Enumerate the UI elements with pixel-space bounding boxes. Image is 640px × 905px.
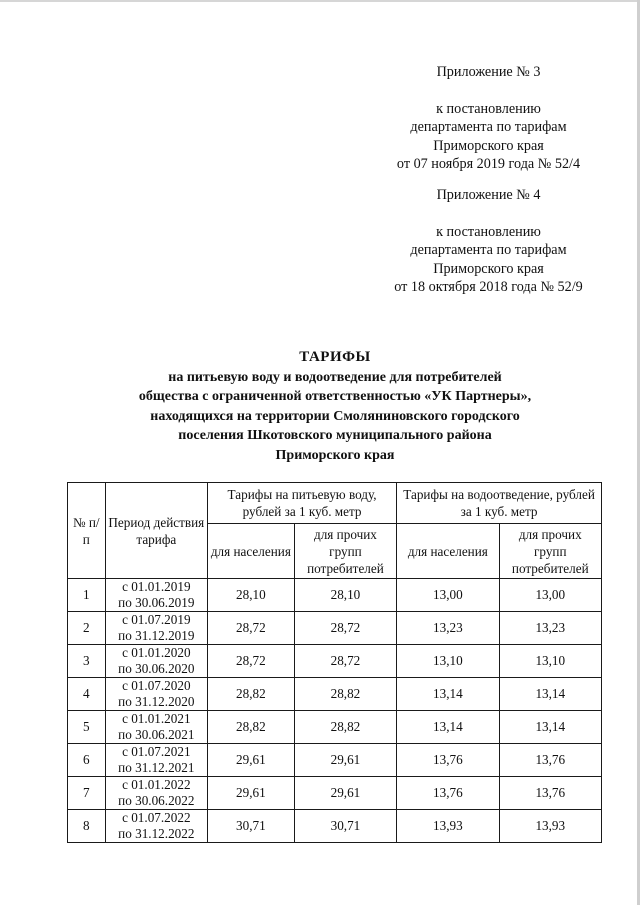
period-to: по 31.12.2022 — [118, 826, 195, 841]
row-number: 6 — [68, 744, 106, 777]
period-from: с 01.07.2019 — [122, 612, 191, 627]
scan-edge-top — [0, 0, 640, 2]
sewer-tariff-population: 13,14 — [397, 678, 499, 711]
tariff-table — [67, 482, 602, 843]
row-period — [105, 645, 207, 678]
sewer-tariff-other: 13,76 — [499, 744, 601, 777]
row-number: 2 — [68, 612, 106, 645]
row-number: 7 — [68, 777, 106, 810]
annex-line: к постановлению — [436, 223, 541, 240]
water-tariff-population: 30,71 — [208, 810, 295, 843]
sewer-tariff-other: 13,14 — [499, 711, 601, 744]
table-row — [68, 777, 602, 810]
annex-line: департамента по тарифам — [410, 119, 567, 135]
water-tariff-population: 29,61 — [208, 744, 295, 777]
annex-line: от 07 ноября 2019 года № 52/4 — [396, 156, 581, 172]
row-period — [105, 777, 207, 810]
sewer-tariff-population: 13,14 — [397, 711, 499, 744]
sewer-tariff-other: 13,23 — [499, 612, 601, 645]
water-tariff-other: 29,61 — [294, 777, 396, 810]
table-row — [68, 744, 602, 777]
water-tariff-population: 28,72 — [208, 645, 295, 678]
heading-line: общества с ограниченной ответственностью «УК Партнеры», — [138, 389, 532, 404]
table-row — [68, 579, 602, 612]
annex-line: департамента по тарифам — [410, 242, 567, 258]
period-from: с 01.01.2020 — [122, 645, 191, 660]
sewer-tariff-population: 13,00 — [397, 579, 499, 612]
table-body — [68, 579, 602, 843]
heading-line: Приморского края — [275, 447, 395, 463]
table-row — [68, 810, 602, 843]
row-number: 5 — [68, 711, 106, 744]
water-tariff-population: 29,61 — [208, 777, 295, 810]
row-number: 3 — [68, 645, 106, 678]
water-tariff-population: 28,82 — [208, 711, 295, 744]
header-period: Период действия тарифа — [105, 483, 207, 579]
sewer-tariff-population: 13,76 — [397, 777, 499, 810]
water-tariff-population: 28,82 — [208, 678, 295, 711]
water-tariff-other: 28,72 — [294, 645, 396, 678]
annex-line: Приморского края — [433, 137, 544, 154]
sewer-tariff-other: 13,10 — [499, 645, 601, 678]
water-tariff-other: 29,61 — [294, 744, 396, 777]
heading-title: ТАРИФЫ — [299, 349, 371, 365]
period-from: с 01.01.2021 — [122, 711, 191, 726]
row-period — [105, 579, 207, 612]
period-to: по 31.12.2020 — [118, 694, 195, 709]
water-tariff-other: 28,72 — [294, 612, 396, 645]
period-from: с 01.07.2020 — [122, 678, 191, 693]
row-period — [105, 678, 207, 711]
table-row — [68, 678, 602, 711]
row-number: 4 — [68, 678, 106, 711]
row-period — [105, 810, 207, 843]
period-to: по 30.06.2020 — [118, 661, 195, 676]
annex-line: от 18 октября 2018 года № 52/9 — [394, 279, 583, 295]
header-water-population: для населения — [208, 524, 295, 579]
water-tariff-population: 28,10 — [208, 579, 295, 612]
sewer-tariff-other: 13,14 — [499, 678, 601, 711]
row-period — [105, 612, 207, 645]
water-tariff-population: 28,72 — [208, 612, 295, 645]
annex-line: Приморского края — [433, 260, 544, 277]
water-tariff-other: 30,71 — [294, 810, 396, 843]
sewer-tariff-population: 13,76 — [397, 744, 499, 777]
period-from: с 01.01.2022 — [122, 777, 191, 792]
table-row — [68, 645, 602, 678]
sewer-tariff-other: 13,93 — [499, 810, 601, 843]
period-from: с 01.07.2021 — [122, 744, 191, 759]
header-sewer-population: для населения — [397, 524, 499, 579]
period-to: по 31.12.2021 — [118, 760, 195, 775]
sewer-tariff-other: 13,76 — [499, 777, 601, 810]
annex-line: к постановлению — [436, 100, 541, 117]
row-period — [105, 711, 207, 744]
header-num: № п/п — [68, 483, 106, 579]
period-to: по 30.06.2019 — [118, 595, 195, 610]
period-to: по 30.06.2022 — [118, 793, 195, 808]
water-tariff-other: 28,82 — [294, 678, 396, 711]
period-from: с 01.07.2022 — [122, 810, 191, 825]
water-tariff-other: 28,82 — [294, 711, 396, 744]
period-from: с 01.01.2019 — [122, 579, 191, 594]
sewer-tariff-population: 13,10 — [397, 645, 499, 678]
header-sewer-other: для прочих групп потребителей — [499, 524, 601, 579]
header-water-group: Тарифы на питьевую воду, рублей за 1 куб. метр — [208, 483, 397, 524]
water-tariff-other: 28,10 — [294, 579, 396, 612]
header-sewer-group: Тарифы на водоотведение, рублей за 1 куб. метр — [397, 483, 602, 524]
annex-block-original — [381, 186, 596, 297]
annex-title: Приложение № 4 — [436, 187, 541, 203]
heading-line: на питьевую воду и водоотведение для потребителей — [168, 369, 502, 385]
row-number: 1 — [68, 579, 106, 612]
row-period — [105, 744, 207, 777]
header-water-other: для прочих групп потребителей — [294, 524, 396, 579]
annex-block-current — [381, 63, 596, 174]
period-to: по 30.06.2021 — [118, 727, 195, 742]
sewer-tariff-other: 13,00 — [499, 579, 601, 612]
table-row — [68, 612, 602, 645]
sewer-tariff-population: 13,23 — [397, 612, 499, 645]
period-to: по 31.12.2019 — [118, 628, 195, 643]
sewer-tariff-population: 13,93 — [397, 810, 499, 843]
annex-title: Приложение № 3 — [436, 64, 541, 80]
document-heading — [100, 348, 570, 465]
row-number: 8 — [68, 810, 106, 843]
heading-line: находящихся на территории Смоляниновского городского — [150, 408, 520, 424]
heading-line: поселения Шкотовского муниципального района — [178, 428, 492, 443]
table-row — [68, 711, 602, 744]
